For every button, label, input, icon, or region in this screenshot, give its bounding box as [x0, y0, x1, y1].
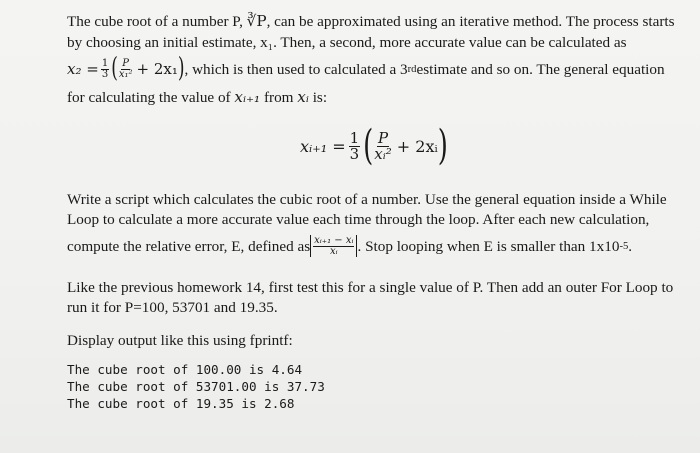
intro-line-2: by choosing an initial estimate, x₁. Then, a second, more accurate value can be calculated as [67, 34, 627, 51]
task-text: . [628, 237, 633, 255]
homework-line-2: run it for P=100, 53701 and 19.35. [67, 299, 278, 316]
fraction-numerator: 1 [349, 128, 360, 147]
intro-text: is: [308, 89, 328, 106]
one-third-fraction [349, 128, 361, 163]
superscript-rd: rd [407, 63, 417, 75]
fraction-denominator: xᵢ² [374, 144, 392, 163]
general-equation [300, 124, 448, 168]
error-fraction [313, 236, 354, 257]
output-line-1: The cube root of 100.00 is 4.64 [67, 362, 303, 377]
fraction-numerator: P [122, 57, 130, 69]
intro-text: from [260, 89, 298, 106]
general-lhs: xᵢ₊₁ = [300, 136, 346, 156]
fraction-numerator: 1 [101, 57, 109, 69]
cube-root-symbol: ∛P [246, 12, 267, 30]
intro-line-1 [67, 12, 675, 31]
task-text: . Stop looping when E is smaller than 1x10 [357, 237, 620, 255]
fraction-numerator: xᵢ₊₁ − xᵢ [314, 234, 354, 246]
output-line-2: The cube root of 53701.00 is 37.73 [67, 379, 325, 394]
xi-plus-1: xᵢ₊₁ [234, 88, 261, 106]
p-over-xisq-fraction [373, 128, 393, 163]
open-paren: ( [111, 52, 118, 85]
one-third-fraction [101, 59, 109, 80]
intro-text: , which is then used to calculated a 3 [184, 60, 408, 78]
open-paren: ( [363, 122, 374, 170]
relative-error-formula [310, 235, 357, 256]
xi: xᵢ [297, 88, 309, 106]
general-plus-term: + 2xᵢ [396, 136, 438, 156]
task-text: compute the relative error, E, defined as [67, 237, 311, 255]
homework-line-1: Like the previous homework 14, first test this for a single value of P. Then add an outer For Loop to [67, 279, 674, 296]
fraction-denominator: xᵢ [329, 245, 338, 257]
x2-plus-term: + 2x₁ [136, 59, 178, 78]
fraction-numerator: P [378, 128, 389, 147]
display-label: Display output like this using fprintf: [67, 332, 293, 349]
close-paren: ) [437, 122, 448, 170]
intro-text: for calculating the value of [67, 89, 235, 106]
intro-text: estimate and so on. The general equation [416, 60, 665, 78]
x2-lhs: x₂ = [67, 59, 99, 78]
intro-text: , can be approximated using an iterative method. The process starts [266, 13, 675, 30]
intro-line-3 [67, 52, 665, 85]
task-line-3 [67, 232, 632, 260]
close-paren: ) [177, 52, 185, 85]
intro-line-4 [67, 88, 327, 107]
intro-text: The cube root of a number P, [67, 13, 247, 30]
task-line-2: Loop to calculate a more accurate value each time through the loop. After each new calculation, [67, 211, 650, 228]
fraction-denominator: x₁² [118, 68, 133, 80]
exponent: -5 [619, 240, 629, 252]
fraction-denominator: 3 [101, 68, 109, 80]
output-line-3: The cube root of 19.35 is 2.68 [67, 396, 295, 411]
fraction-denominator: 3 [349, 144, 360, 163]
p-over-x1sq-fraction [118, 59, 134, 80]
task-line-1: Write a script which calculates the cubic root of a number. Use the general equation inside a While [67, 191, 667, 208]
